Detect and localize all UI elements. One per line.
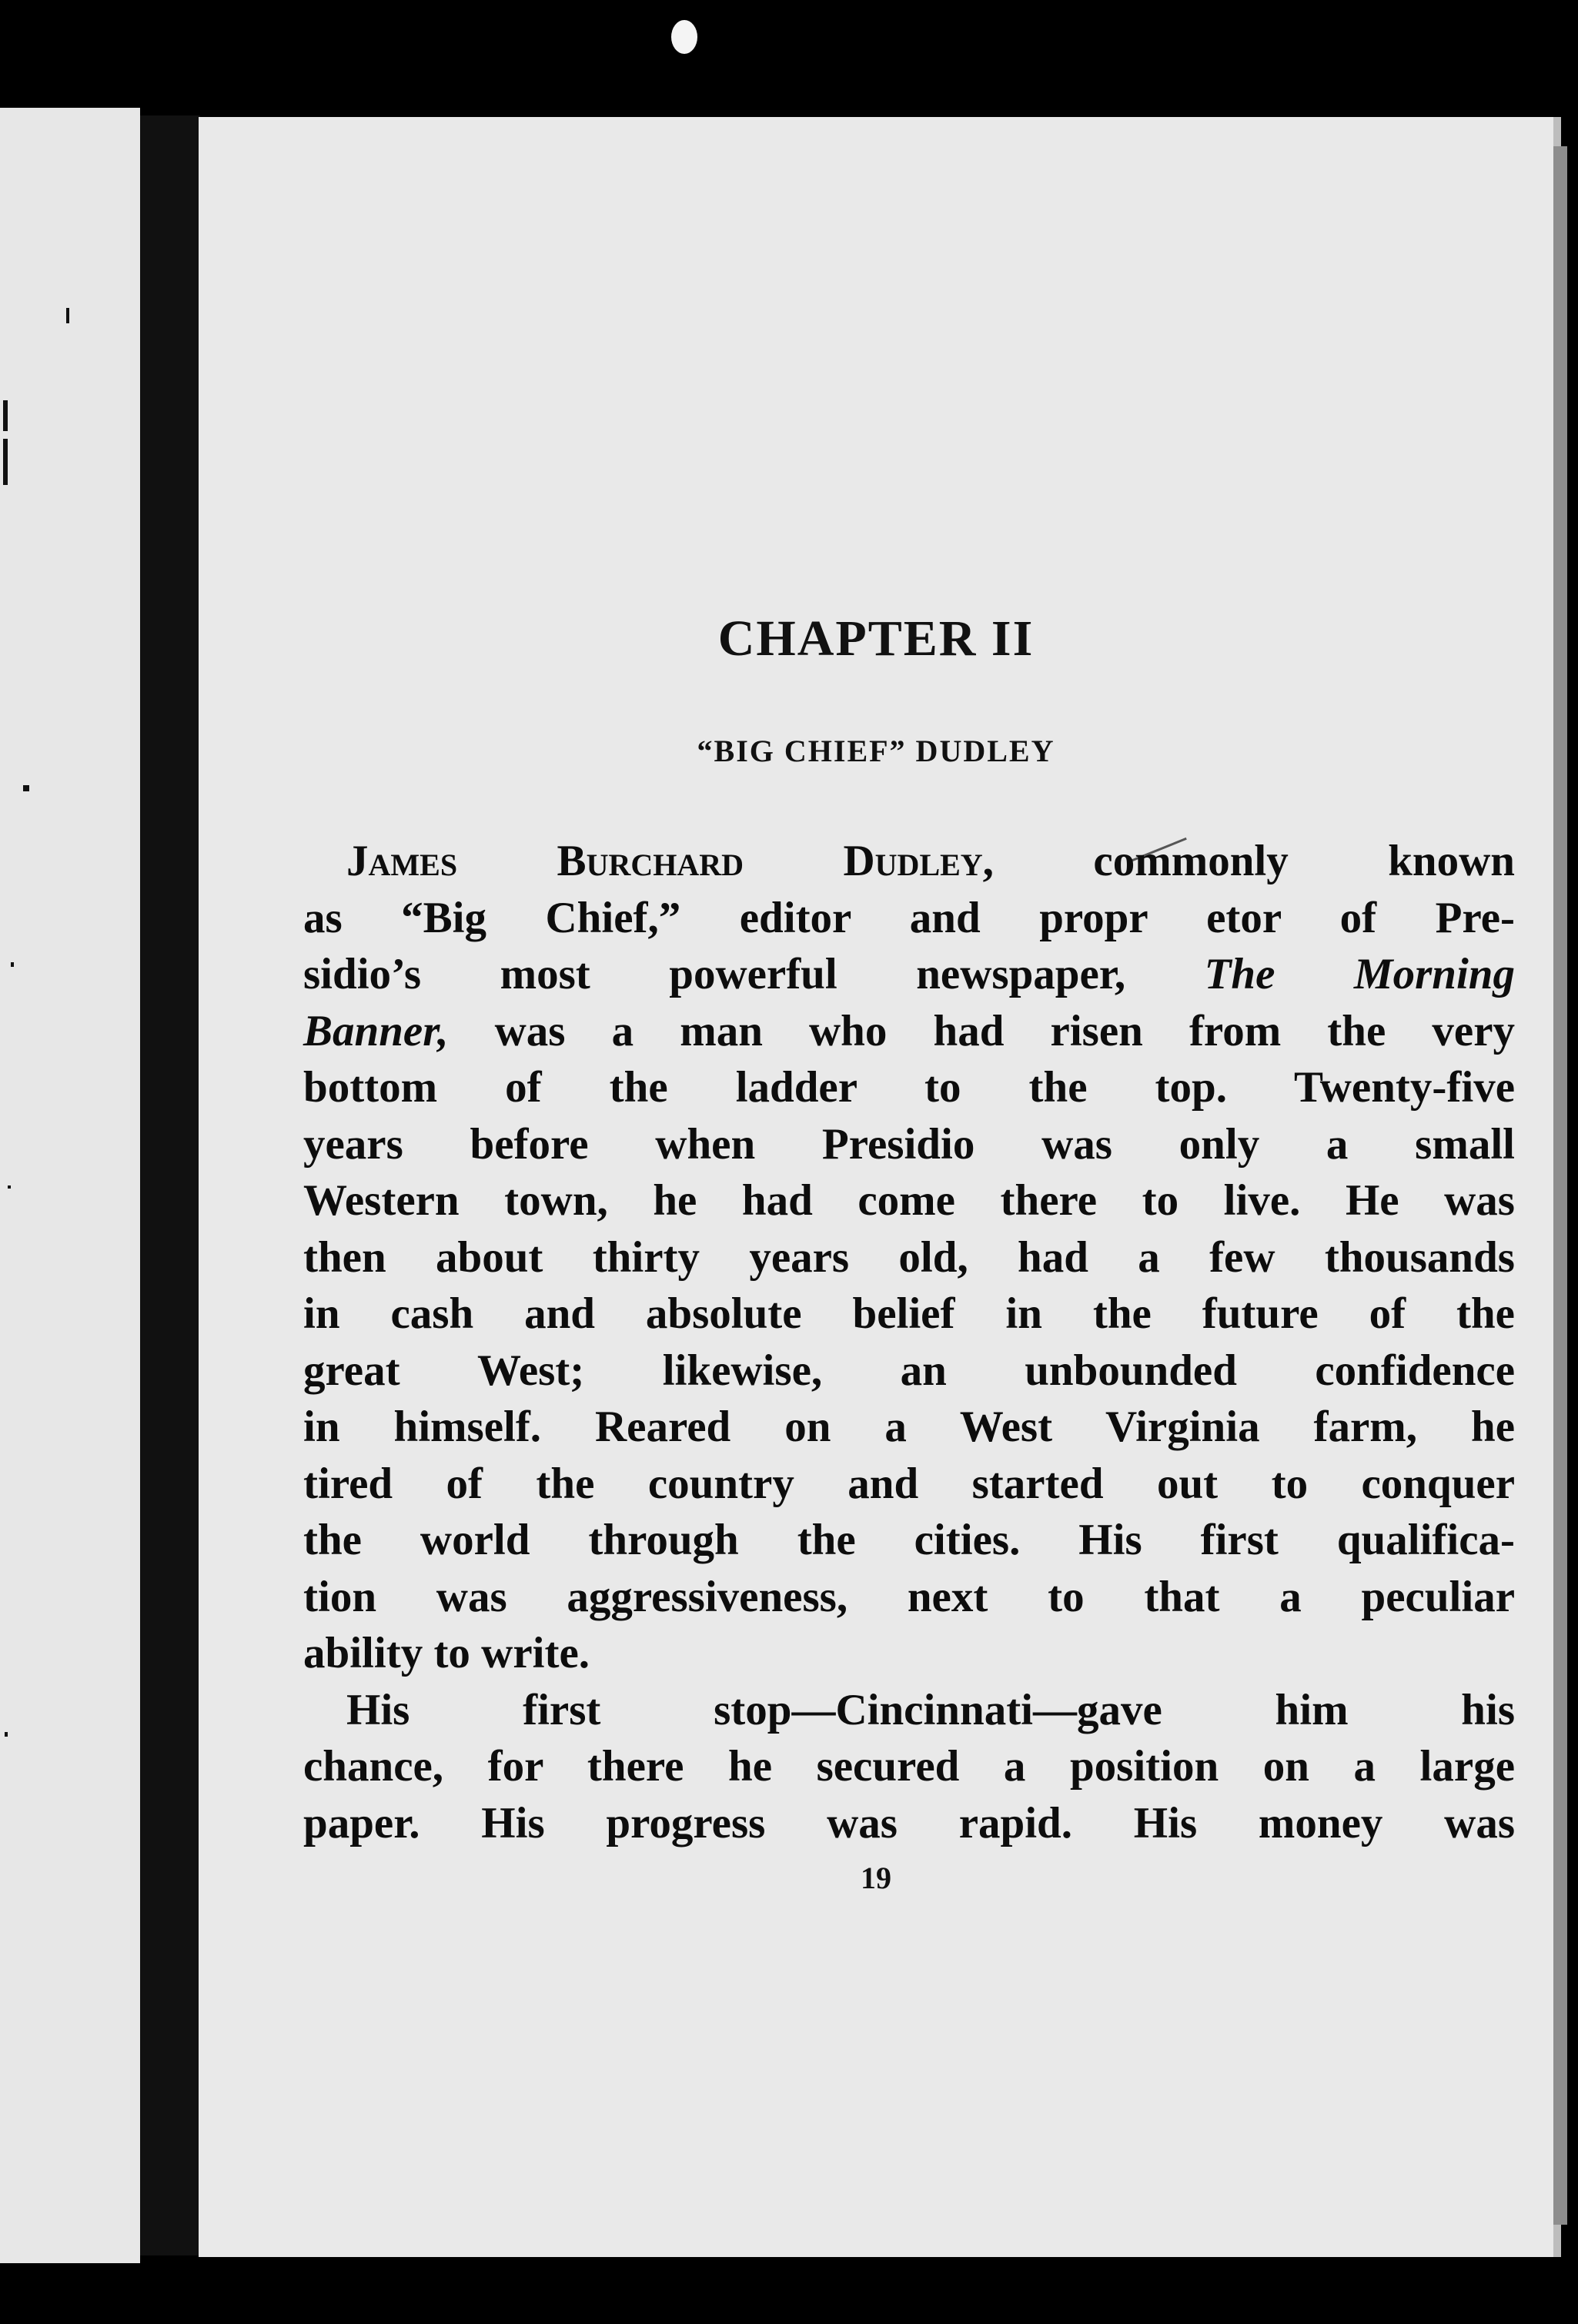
speck	[23, 785, 29, 791]
text-line: then about thirty years old, had a few thousands	[303, 1232, 1515, 1282]
text-line: ability to write.	[303, 1629, 590, 1677]
book-gutter	[140, 115, 200, 2255]
chapter-subtitle: “BIG CHIEF” DUDLEY	[697, 734, 1055, 768]
book-page	[199, 117, 1561, 2257]
text-line: sidio’s most powerful newspaper, The Morning	[303, 950, 1516, 998]
speck	[3, 400, 8, 431]
newspaper-title: The Morning	[1204, 950, 1516, 998]
text-line: Western town, he had come there to live. He was	[303, 1176, 1515, 1225]
text-line: the world through the cities. His first qualifica-	[303, 1516, 1515, 1564]
left-page-fragment	[0, 108, 140, 2263]
text-line: great West; likewise, an unbounded confidence	[303, 1346, 1515, 1395]
newspaper-title: Banner,	[303, 1006, 449, 1055]
text-line: paper. His progress was rapid. His money was	[303, 1798, 1515, 1847]
speck	[8, 1185, 11, 1189]
speck	[3, 439, 8, 485]
text-line: Banner, was a man who had risen from the very	[303, 1006, 1515, 1055]
text-line: years before when Presidio was only a small	[303, 1119, 1515, 1169]
speck	[11, 962, 14, 967]
text-line: His first stop—Cincinnati—gave him his	[346, 1685, 1515, 1734]
text-line: in himself. Reared on a West Virginia farm, he	[303, 1403, 1515, 1451]
chapter-heading: CHAPTER II	[717, 610, 1035, 667]
text-line: as “Big Chief,” editor and propr etor of Pre-	[303, 893, 1515, 942]
speck	[66, 308, 69, 323]
speck	[5, 1732, 8, 1737]
body-text	[303, 833, 1515, 1851]
text-line: chance, for there he secured a position on a large	[303, 1742, 1515, 1791]
text-line: tion was aggressiveness, next to that a peculiar	[303, 1572, 1515, 1621]
punch-hole	[671, 20, 697, 54]
text-line: James Burchard Dudley, commonly known	[346, 837, 1515, 885]
page-edge-shadow	[1553, 146, 1567, 2225]
text-line: tired of the country and started out to conquer	[303, 1459, 1515, 1508]
person-name: James Burchard Dudley,	[346, 837, 994, 885]
text-line: bottom of the ladder to the top. Twenty-five	[303, 1063, 1515, 1112]
page-number: 19	[861, 1861, 891, 1895]
text-line: in cash and absolute belief in the future of the	[303, 1289, 1515, 1338]
